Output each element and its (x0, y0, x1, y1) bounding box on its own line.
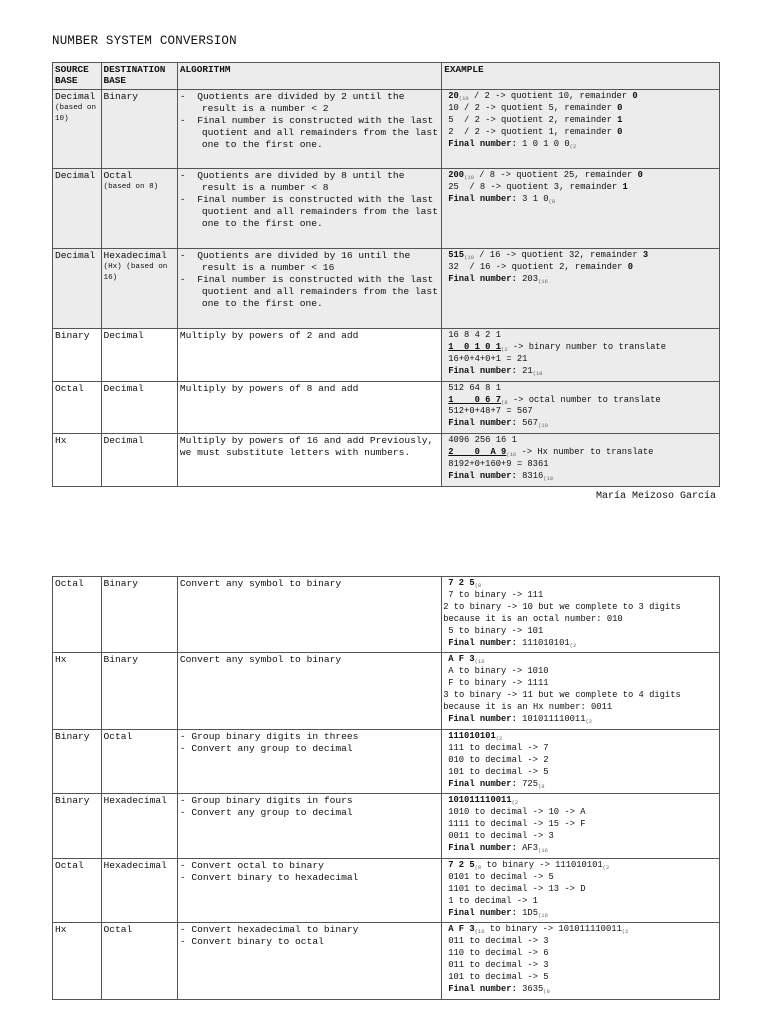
source-base-cell: Octal (53, 858, 102, 923)
example-cell: $515_{(10} / 16$ -> quotient 32, remainder 3 32 / 16 -> quotient 2, remainder 0 Final number: $203_{(16}$ (442, 249, 720, 329)
algorithm-step: - Final number is constructed with the last quotient and all remainders from the last one to the first one. (180, 274, 439, 310)
example-cell: 512 64 8 1 1 0 6 $7_{(8}$ -> octal number to translate 512+0+48+7 = 567 Final number: $567_{(10}$ (442, 381, 720, 434)
source-base-cell: Octal (53, 381, 102, 434)
table-row (53, 169, 720, 249)
example-cell: 7 2 $5_{(8}$ 7 to binary -> 111 2 to binary -> 10 but we complete to 3 digits because it is an octal number: 010 5 to binary -> 101 Final number: $111010101_{(2}$ (442, 577, 720, 653)
table-row (53, 794, 720, 859)
algorithm-step: - Group binary digits in threes (180, 731, 439, 743)
algorithm-cell (177, 858, 441, 923)
algorithm-cell: Multiply by powers of 8 and add (177, 381, 441, 434)
source-base-cell: Binary (53, 729, 102, 794)
destination-base-cell: Octal (101, 729, 177, 794)
example-cell: 7 2 $5_{(8}$ to binary -> $111010101_{(2}$ 0101 to decimal -> 5 1101 to decimal -> 13 -> D 1 to decimal -> 1 Final number: $1D5_{(16}$ (442, 858, 720, 923)
table-row (53, 434, 720, 487)
source-base-cell: Hx (53, 434, 102, 487)
destination-base-cell: Octal (101, 923, 177, 999)
destination-base-cell: Decimal (101, 381, 177, 434)
example-cell: 4096 256 16 1 2 0 A $9_{(16} -> Hx$ number to translate 8192+0+160+9 = 8361 Final number: $8316_{(10}$ (442, 434, 720, 487)
algorithm-cell (177, 169, 441, 249)
source-base-cell: Binary (53, 794, 102, 859)
algorithm-step: - Convert binary to hexadecimal (180, 872, 439, 884)
algorithm-step: - Quotients are divided by 8 until the result is a number < 8 (180, 170, 439, 194)
algorithm-step: - Final number is constructed with the last quotient and all remainders from the last one to the first one. (180, 194, 439, 230)
header-example: EXAMPLE (442, 63, 720, 90)
table-header-row (53, 63, 720, 90)
algorithm-cell: Convert any symbol to binary (177, 653, 441, 729)
table-row (53, 858, 720, 923)
algorithm-step: - Quotients are divided by 16 until the result is a number < 16 (180, 250, 439, 274)
table-row (53, 90, 720, 169)
header-source-base: SOURCE BASE (53, 63, 102, 90)
destination-base-cell: Binary (101, 90, 177, 169)
example-cell: $101011110011_{(2}$ 1010 to decimal -> 10 -> A 1111 to decimal -> 15 -> F 0011 to decimal -> 3 Final number: $AF3_{(16}$ (442, 794, 720, 859)
algorithm-cell: Multiply by powers of 16 and add Previously, we must substitute letters with numbers. (177, 434, 441, 487)
destination-base-cell: Decimal (101, 329, 177, 382)
algorithm-step: - Convert octal to binary (180, 860, 439, 872)
conversion-table-binary (52, 576, 720, 1000)
algorithm-step: - Final number is constructed with the last quotient and all remainders from the last one to the first one. (180, 115, 439, 151)
algorithm-step: - Quotients are divided by 2 until the result is a number < 2 (180, 91, 439, 115)
table-row (53, 329, 720, 382)
destination-base-cell: Hexadecimal (101, 794, 177, 859)
example-cell: A F $3_{(16}$ to binary -> $101011110011_{(2}$ 011 to decimal -> 3 110 to decimal -> 6 011 to decimal -> 3 101 to decimal -> 5 Final number: $3635_{(8}$ (442, 923, 720, 999)
header-destination-base: DESTINATION BASE (101, 63, 177, 90)
source-base-cell: Octal (53, 577, 102, 653)
algorithm-cell (177, 923, 441, 999)
algorithm-cell (177, 249, 441, 329)
table-row (53, 249, 720, 329)
destination-base-cell: Hexadecimal (101, 858, 177, 923)
algorithm-cell (177, 729, 441, 794)
table-row (53, 923, 720, 999)
source-base-cell: Decimal (53, 249, 102, 329)
algorithm-step: - Convert binary to octal (180, 936, 439, 948)
source-base-cell: Hx (53, 923, 102, 999)
algorithm-step: - Group binary digits in fours (180, 795, 439, 807)
table-row (53, 381, 720, 434)
destination-base-cell: Hexadecimal (Hx) (based on 16) (101, 249, 177, 329)
destination-base-cell: Decimal (101, 434, 177, 487)
destination-base-cell: Octal (based on 8) (101, 169, 177, 249)
source-base-cell: Binary (53, 329, 102, 382)
author-name: María Meizoso García (595, 491, 716, 502)
example-cell: $111010101_{(2}$ 111 to decimal -> 7 010 to decimal -> 2 101 to decimal -> 5 Final number: $725_{(8}$ (442, 729, 720, 794)
document-title: NUMBER SYSTEM CONVERSION (52, 34, 237, 48)
source-base-cell: Decimal (based on 10) (53, 90, 102, 169)
source-base-cell: Hx (53, 653, 102, 729)
table-row (53, 577, 720, 653)
algorithm-cell: Convert any symbol to binary (177, 577, 441, 653)
algorithm-step: - Convert any group to decimal (180, 807, 439, 819)
source-base-cell: Decimal (53, 169, 102, 249)
example-cell: $200_{(10} / 8$ -> quotient 25, remainder 0 25 / 8 -> quotient 3, remainder 1 Final number: 3 1 $0_{(8}$ (442, 169, 720, 249)
table-row (53, 653, 720, 729)
header-algorithm: ALGORITHM (177, 63, 441, 90)
algorithm-cell: Multiply by powers of 2 and add (177, 329, 441, 382)
algorithm-step: - Convert any group to decimal (180, 743, 439, 755)
algorithm-cell (177, 90, 441, 169)
example-cell: 16 8 4 2 1 1 0 1 0 $1_{(2}$ -> binary number to translate 16+0+4+0+1 = 21 Final number: $21_{(10}$ (442, 329, 720, 382)
example-cell: A F $3_{(16}$ A to binary -> 1010 F to binary -> 1111 3 to binary -> 11 but we complete to 4 digits because it is an Hx number: 0011 Final number: $101011110011_{(2}$ (442, 653, 720, 729)
algorithm-cell (177, 794, 441, 859)
destination-base-cell: Binary (101, 653, 177, 729)
conversion-table-decimal (52, 62, 720, 487)
destination-base-cell: Binary (101, 577, 177, 653)
algorithm-step: - Convert hexadecimal to binary (180, 924, 439, 936)
table-row (53, 729, 720, 794)
example-cell: $20_{(10} / 2$ -> quotient 10, remainder 0 10 / 2 -> quotient 5, remainder 0 5 / 2 -> quotient 2, remainder 1 2 / 2 -> quotient 1, remainder 0 Final number: 1 0 1 0 $0_{(2}$ (442, 90, 720, 169)
